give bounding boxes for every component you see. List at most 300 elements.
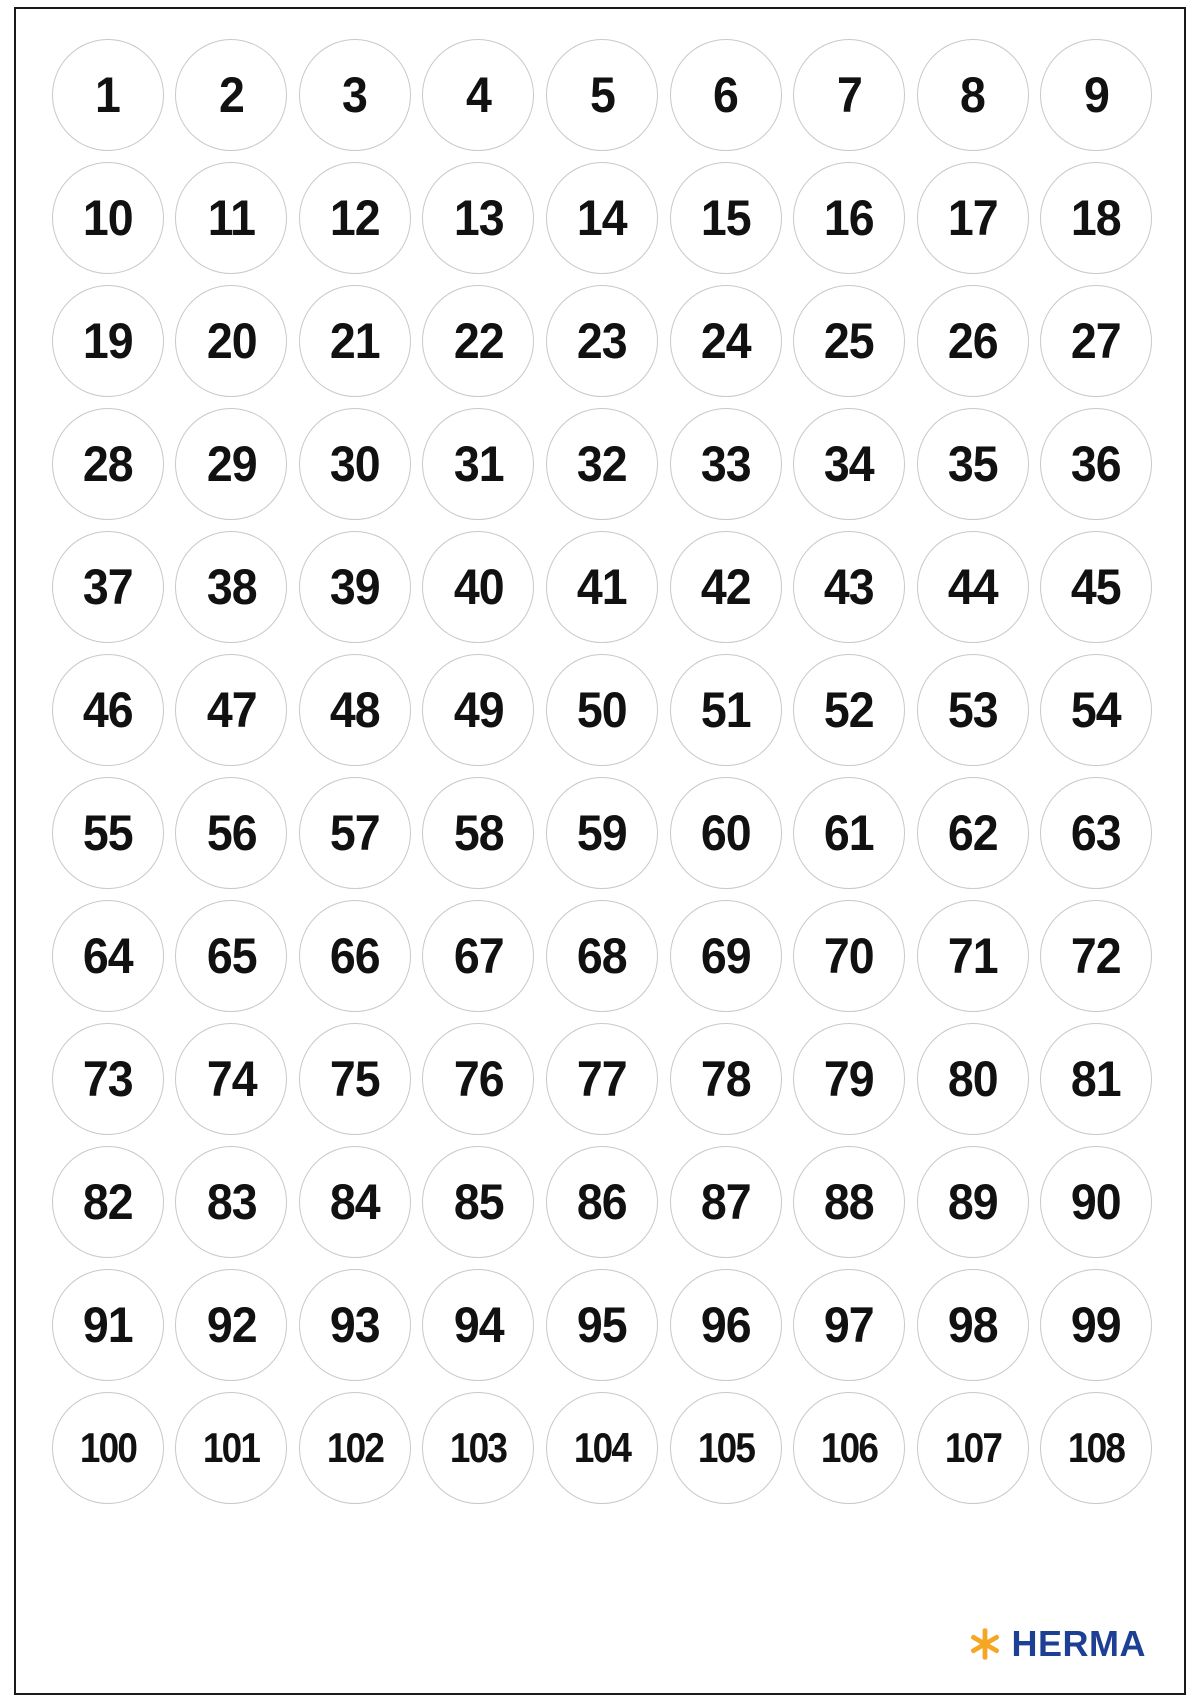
label-number-text: 89 [947, 1173, 998, 1230]
label-cell[interactable] [1038, 37, 1154, 153]
label-cell[interactable] [544, 1021, 660, 1137]
label-number-text: 80 [947, 1050, 998, 1107]
label-number-text: 7 [836, 66, 862, 123]
label-cell[interactable] [915, 1390, 1031, 1506]
label-cell[interactable] [1038, 1390, 1154, 1506]
number-label-circle[interactable] [52, 654, 164, 766]
number-label-circle[interactable] [422, 1146, 534, 1258]
number-label-circle[interactable] [793, 39, 905, 151]
label-cell[interactable] [544, 406, 660, 522]
label-cell[interactable] [544, 1267, 660, 1383]
number-label-circle[interactable] [299, 654, 411, 766]
label-cell[interactable] [50, 1021, 166, 1137]
label-number-text: 56 [206, 804, 257, 861]
label-number-text: 83 [206, 1173, 257, 1230]
label-number-text: 14 [577, 189, 627, 246]
label-number-text: 52 [824, 681, 875, 738]
label-cell[interactable] [173, 1021, 289, 1137]
label-cell[interactable] [420, 1021, 536, 1137]
brand-logo [968, 1623, 1147, 1665]
number-label-circle[interactable] [546, 1269, 658, 1381]
number-label-circle[interactable] [52, 777, 164, 889]
number-label-circle[interactable] [917, 900, 1029, 1012]
number-label-circle[interactable] [546, 531, 658, 643]
label-cell[interactable] [791, 37, 907, 153]
label-cell[interactable] [297, 1021, 413, 1137]
number-label-circle[interactable] [917, 1146, 1029, 1258]
label-number-text: 95 [577, 1296, 627, 1353]
label-number-text: 91 [82, 1296, 133, 1353]
label-cell[interactable] [791, 652, 907, 768]
label-cell[interactable] [915, 898, 1031, 1014]
number-label-circle[interactable] [299, 1269, 411, 1381]
number-label-circle[interactable] [52, 531, 164, 643]
label-number-text: 16 [824, 189, 875, 246]
number-label-circle[interactable] [793, 1392, 905, 1504]
label-number-text: 33 [700, 435, 751, 492]
label-number-text: 58 [453, 804, 504, 861]
number-label-circle[interactable] [299, 39, 411, 151]
number-label-circle[interactable] [917, 408, 1029, 520]
label-cell[interactable] [297, 652, 413, 768]
label-number-text: 50 [577, 681, 627, 738]
label-cell[interactable] [1038, 775, 1154, 891]
label-number-text: 12 [329, 189, 380, 246]
number-label-circle[interactable] [670, 408, 782, 520]
label-cell[interactable] [50, 898, 166, 1014]
label-cell[interactable] [915, 1267, 1031, 1383]
label-number-text: 55 [82, 804, 133, 861]
label-cell[interactable] [173, 529, 289, 645]
label-cell[interactable] [420, 529, 536, 645]
label-cell[interactable] [668, 1021, 784, 1137]
label-number-text: 61 [824, 804, 875, 861]
number-label-circle[interactable] [546, 162, 658, 274]
number-label-circle[interactable] [1040, 1023, 1152, 1135]
number-label-circle[interactable] [299, 408, 411, 520]
label-number-text: 94 [453, 1296, 504, 1353]
label-number-text: 63 [1071, 804, 1122, 861]
label-number-text: 78 [700, 1050, 751, 1107]
label-cell[interactable] [50, 652, 166, 768]
number-label-circle[interactable] [546, 777, 658, 889]
label-cell[interactable] [791, 1021, 907, 1137]
label-number-text: 5 [589, 66, 615, 123]
number-label-circle[interactable] [52, 900, 164, 1012]
number-label-circle[interactable] [546, 900, 658, 1012]
label-cell[interactable] [668, 160, 784, 276]
number-label-circle[interactable] [52, 1392, 164, 1504]
number-label-circle[interactable] [793, 408, 905, 520]
label-number-text: 41 [577, 558, 627, 615]
number-label-circle[interactable] [422, 285, 534, 397]
number-label-circle[interactable] [1040, 777, 1152, 889]
number-label-circle[interactable] [917, 654, 1029, 766]
page-frame [14, 7, 1186, 1695]
label-number-text: 2 [218, 66, 244, 123]
brand-name: HERMA [1011, 1623, 1146, 1664]
number-label-circle[interactable] [175, 1146, 287, 1258]
number-label-circle[interactable] [546, 285, 658, 397]
number-label-circle[interactable] [422, 777, 534, 889]
label-cell[interactable] [668, 898, 784, 1014]
number-label-circle[interactable] [52, 162, 164, 274]
label-number-text: 98 [947, 1296, 998, 1353]
label-cell[interactable] [420, 160, 536, 276]
label-cell[interactable] [791, 1267, 907, 1383]
label-cell[interactable] [173, 775, 289, 891]
label-cell[interactable] [50, 775, 166, 891]
number-label-circle[interactable] [299, 1392, 411, 1504]
number-label-circle[interactable] [175, 1269, 287, 1381]
label-cell[interactable] [173, 406, 289, 522]
number-label-circle[interactable] [546, 654, 658, 766]
number-label-circle[interactable] [422, 1023, 534, 1135]
label-number-text: 65 [206, 927, 257, 984]
number-label-circle[interactable] [175, 531, 287, 643]
label-cell[interactable] [420, 1144, 536, 1260]
number-label-circle[interactable] [1040, 531, 1152, 643]
label-cell[interactable] [915, 160, 1031, 276]
number-label-circle[interactable] [670, 39, 782, 151]
label-cell[interactable] [297, 37, 413, 153]
number-label-circle[interactable] [793, 531, 905, 643]
number-label-circle[interactable] [175, 1023, 287, 1135]
number-label-circle[interactable] [917, 777, 1029, 889]
label-number-text: 37 [82, 558, 133, 615]
number-label-circle[interactable] [546, 1146, 658, 1258]
asterisk-star-icon [968, 1627, 1002, 1661]
label-cell[interactable] [668, 529, 784, 645]
label-cell[interactable] [544, 898, 660, 1014]
label-cell[interactable] [544, 529, 660, 645]
label-cell[interactable] [173, 1390, 289, 1506]
number-label-circle[interactable] [422, 162, 534, 274]
number-label-circle[interactable] [793, 777, 905, 889]
label-number-text: 79 [824, 1050, 875, 1107]
number-label-circle[interactable] [917, 1269, 1029, 1381]
label-number-text: 100 [79, 1423, 136, 1471]
label-number-text: 69 [700, 927, 751, 984]
label-number-text: 99 [1071, 1296, 1122, 1353]
label-number-text: 45 [1071, 558, 1122, 615]
number-label-circle[interactable] [670, 1392, 782, 1504]
label-number-text: 51 [700, 681, 751, 738]
label-cell[interactable] [50, 1390, 166, 1506]
number-label-circle[interactable] [422, 39, 534, 151]
number-label-circle[interactable] [1040, 162, 1152, 274]
number-label-circle[interactable] [175, 1392, 287, 1504]
label-cell[interactable] [297, 898, 413, 1014]
label-number-text: 32 [577, 435, 627, 492]
label-cell[interactable] [173, 37, 289, 153]
label-cell[interactable] [668, 1267, 784, 1383]
label-number-text: 71 [947, 927, 998, 984]
number-label-circle[interactable] [422, 654, 534, 766]
label-number-text: 72 [1071, 927, 1122, 984]
number-label-circle[interactable] [670, 531, 782, 643]
number-label-circle[interactable] [52, 39, 164, 151]
label-number-text: 11 [207, 189, 255, 246]
label-cell[interactable] [915, 775, 1031, 891]
number-label-circle[interactable] [670, 777, 782, 889]
label-number-text: 27 [1071, 312, 1122, 369]
label-cell[interactable] [297, 283, 413, 399]
number-label-circle[interactable] [1040, 654, 1152, 766]
label-cell[interactable] [791, 775, 907, 891]
number-label-circle[interactable] [917, 1023, 1029, 1135]
label-cell[interactable] [297, 775, 413, 891]
label-number-text: 108 [1068, 1423, 1125, 1471]
label-cell[interactable] [544, 775, 660, 891]
label-cell[interactable] [420, 1267, 536, 1383]
label-number-text: 31 [453, 435, 504, 492]
number-label-circle[interactable] [793, 1269, 905, 1381]
number-label-circle[interactable] [299, 162, 411, 274]
number-label-circle[interactable] [52, 1023, 164, 1135]
label-number-text: 43 [824, 558, 875, 615]
label-cell[interactable] [544, 1390, 660, 1506]
label-cell[interactable] [173, 1144, 289, 1260]
label-cell[interactable] [668, 775, 784, 891]
label-cell[interactable] [915, 1021, 1031, 1137]
label-cell[interactable] [791, 529, 907, 645]
number-label-circle[interactable] [670, 285, 782, 397]
number-label-circle[interactable] [793, 1146, 905, 1258]
label-number-text: 26 [947, 312, 998, 369]
number-label-circle[interactable] [175, 162, 287, 274]
number-label-circle[interactable] [1040, 1146, 1152, 1258]
label-number-text: 40 [453, 558, 504, 615]
label-cell[interactable] [1038, 1021, 1154, 1137]
number-label-circle[interactable] [175, 408, 287, 520]
label-number-text: 22 [453, 312, 504, 369]
label-number-text: 48 [329, 681, 380, 738]
label-cell[interactable] [668, 283, 784, 399]
number-label-circle[interactable] [1040, 1392, 1152, 1504]
label-grid [46, 33, 1158, 1509]
label-cell[interactable] [1038, 898, 1154, 1014]
label-cell[interactable] [544, 37, 660, 153]
label-cell[interactable] [420, 775, 536, 891]
label-cell[interactable] [1038, 406, 1154, 522]
number-label-circle[interactable] [52, 1269, 164, 1381]
number-label-circle[interactable] [917, 1392, 1029, 1504]
number-label-circle[interactable] [917, 39, 1029, 151]
label-number-text: 106 [820, 1423, 878, 1471]
label-cell[interactable] [50, 37, 166, 153]
number-label-circle[interactable] [917, 531, 1029, 643]
label-number-text: 3 [342, 66, 368, 123]
number-label-circle[interactable] [546, 1392, 658, 1504]
number-label-circle[interactable] [422, 1392, 534, 1504]
number-label-circle[interactable] [422, 1269, 534, 1381]
number-label-circle[interactable] [299, 777, 411, 889]
number-label-circle[interactable] [670, 1146, 782, 1258]
label-cell[interactable] [420, 898, 536, 1014]
number-label-circle[interactable] [422, 531, 534, 643]
label-cell[interactable] [173, 283, 289, 399]
label-cell[interactable] [544, 652, 660, 768]
label-number-text: 62 [947, 804, 998, 861]
number-label-circle[interactable] [299, 531, 411, 643]
label-cell[interactable] [1038, 1144, 1154, 1260]
number-label-circle[interactable] [793, 654, 905, 766]
number-label-circle[interactable] [175, 285, 287, 397]
number-label-circle[interactable] [1040, 900, 1152, 1012]
label-cell[interactable] [544, 1144, 660, 1260]
label-cell[interactable] [50, 160, 166, 276]
label-cell[interactable] [1038, 652, 1154, 768]
number-label-circle[interactable] [917, 285, 1029, 397]
label-number-text: 34 [824, 435, 875, 492]
label-number-text: 6 [713, 66, 739, 123]
number-label-circle[interactable] [793, 900, 905, 1012]
number-label-circle[interactable] [175, 777, 287, 889]
label-cell[interactable] [420, 652, 536, 768]
label-number-text: 21 [329, 312, 380, 369]
label-number-text: 87 [700, 1173, 751, 1230]
label-number-text: 102 [326, 1423, 384, 1471]
label-number-text: 57 [329, 804, 380, 861]
number-label-circle[interactable] [52, 285, 164, 397]
number-label-circle[interactable] [175, 654, 287, 766]
label-cell[interactable] [668, 406, 784, 522]
number-label-circle[interactable] [793, 285, 905, 397]
label-cell[interactable] [50, 406, 166, 522]
label-cell[interactable] [297, 406, 413, 522]
number-label-circle[interactable] [546, 39, 658, 151]
label-number-text: 93 [329, 1296, 380, 1353]
label-number-text: 49 [453, 681, 504, 738]
number-label-circle[interactable] [175, 39, 287, 151]
label-number-text: 53 [947, 681, 998, 738]
label-number-text: 28 [82, 435, 133, 492]
label-cell[interactable] [50, 1267, 166, 1383]
label-number-text: 18 [1071, 189, 1122, 246]
label-cell[interactable] [50, 283, 166, 399]
label-cell[interactable] [297, 1144, 413, 1260]
number-label-circle[interactable] [546, 408, 658, 520]
number-label-circle[interactable] [793, 162, 905, 274]
label-number-text: 19 [82, 312, 133, 369]
label-number-text: 84 [329, 1173, 380, 1230]
label-number-text: 70 [824, 927, 875, 984]
label-cell[interactable] [420, 283, 536, 399]
number-label-circle[interactable] [299, 1146, 411, 1258]
label-cell[interactable] [544, 160, 660, 276]
label-cell[interactable] [791, 283, 907, 399]
label-cell[interactable] [915, 37, 1031, 153]
label-number-text: 75 [329, 1050, 380, 1107]
number-label-circle[interactable] [1040, 39, 1152, 151]
label-number-text: 15 [700, 189, 751, 246]
number-label-circle[interactable] [175, 900, 287, 1012]
label-cell[interactable] [544, 283, 660, 399]
number-label-circle[interactable] [670, 162, 782, 274]
label-cell[interactable] [668, 1390, 784, 1506]
number-label-circle[interactable] [1040, 1269, 1152, 1381]
label-cell[interactable] [297, 160, 413, 276]
label-number-text: 46 [82, 681, 133, 738]
label-cell[interactable] [668, 1144, 784, 1260]
label-number-text: 105 [697, 1423, 754, 1471]
label-cell[interactable] [420, 1390, 536, 1506]
label-cell[interactable] [668, 37, 784, 153]
number-label-circle[interactable] [1040, 285, 1152, 397]
label-number-text: 25 [824, 312, 875, 369]
number-label-circle[interactable] [670, 900, 782, 1012]
label-cell[interactable] [791, 406, 907, 522]
label-cell[interactable] [915, 529, 1031, 645]
label-cell[interactable] [173, 652, 289, 768]
label-cell[interactable] [173, 160, 289, 276]
label-cell[interactable] [915, 406, 1031, 522]
label-cell[interactable] [297, 1267, 413, 1383]
label-number-text: 23 [577, 312, 627, 369]
label-cell[interactable] [1038, 283, 1154, 399]
label-number-text: 76 [453, 1050, 504, 1107]
label-number-text: 10 [82, 189, 133, 246]
label-cell[interactable] [420, 406, 536, 522]
label-cell[interactable] [173, 1267, 289, 1383]
number-label-circle[interactable] [299, 900, 411, 1012]
label-cell[interactable] [173, 898, 289, 1014]
label-cell[interactable] [1038, 1267, 1154, 1383]
number-label-circle[interactable] [670, 654, 782, 766]
label-cell[interactable] [915, 652, 1031, 768]
number-label-circle[interactable] [670, 1269, 782, 1381]
label-number-text: 8 [960, 66, 986, 123]
number-label-circle[interactable] [917, 162, 1029, 274]
label-number-text: 20 [206, 312, 257, 369]
number-label-circle[interactable] [670, 1023, 782, 1135]
label-cell[interactable] [791, 1144, 907, 1260]
label-number-text: 66 [329, 927, 380, 984]
number-label-circle[interactable] [793, 1023, 905, 1135]
label-cell[interactable] [791, 898, 907, 1014]
label-cell[interactable] [791, 160, 907, 276]
label-number-text: 68 [577, 927, 627, 984]
label-cell[interactable] [791, 1390, 907, 1506]
label-cell[interactable] [1038, 160, 1154, 276]
label-cell[interactable] [915, 1144, 1031, 1260]
label-cell[interactable] [668, 652, 784, 768]
number-label-circle[interactable] [52, 1146, 164, 1258]
label-number-text: 74 [206, 1050, 257, 1107]
label-cell[interactable] [297, 1390, 413, 1506]
label-cell[interactable] [1038, 529, 1154, 645]
label-number-text: 60 [700, 804, 751, 861]
label-number-text: 29 [206, 435, 257, 492]
label-number-text: 86 [577, 1173, 627, 1230]
number-label-circle[interactable] [422, 900, 534, 1012]
label-cell[interactable] [50, 1144, 166, 1260]
label-number-text: 101 [203, 1423, 260, 1471]
number-label-circle[interactable] [546, 1023, 658, 1135]
label-number-text: 36 [1071, 435, 1122, 492]
label-cell[interactable] [915, 283, 1031, 399]
number-label-circle[interactable] [52, 408, 164, 520]
label-number-text: 30 [329, 435, 380, 492]
number-label-circle[interactable] [299, 285, 411, 397]
number-label-circle[interactable] [299, 1023, 411, 1135]
label-cell[interactable] [420, 37, 536, 153]
number-label-circle[interactable] [422, 408, 534, 520]
label-cell[interactable] [50, 529, 166, 645]
label-cell[interactable] [297, 529, 413, 645]
number-label-circle[interactable] [1040, 408, 1152, 520]
